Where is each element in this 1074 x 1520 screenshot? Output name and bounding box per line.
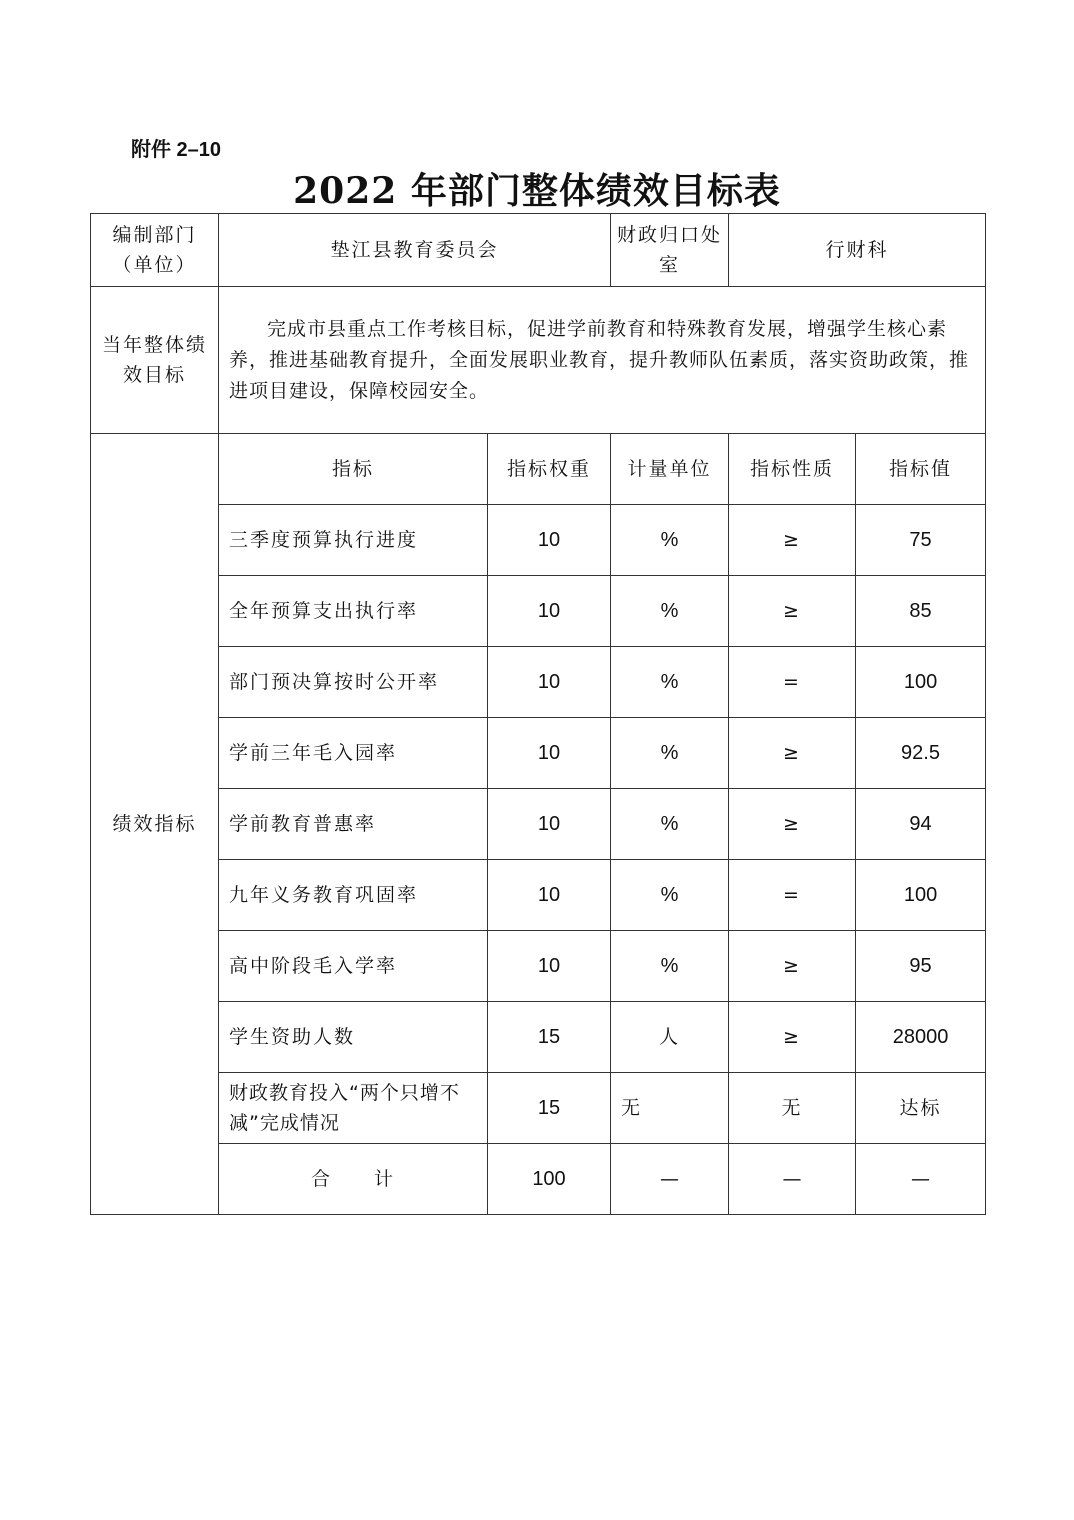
- indicator-unit: %: [611, 647, 729, 718]
- indicator-value: 92.5: [856, 718, 986, 789]
- indicator-weight: 10: [488, 505, 611, 576]
- total-row: [91, 1144, 986, 1215]
- indicator-nature: ≥: [729, 789, 856, 860]
- indicator-name: 财政教育投入“两个只增不减”完成情况: [219, 1073, 488, 1144]
- indicator-nature: =: [729, 647, 856, 718]
- indicator-value: 85: [856, 576, 986, 647]
- indicator-value: 28000: [856, 1002, 986, 1073]
- indicator-nature: ≥: [729, 931, 856, 1002]
- indicator-section-label: 绩效指标: [91, 434, 219, 1215]
- indicator-value: 94: [856, 789, 986, 860]
- indicator-unit: %: [611, 789, 729, 860]
- indicator-unit: 无: [611, 1073, 729, 1144]
- dept-label-cell: 编制部门（单位）: [91, 214, 219, 287]
- indicator-name: 学生资助人数: [219, 1002, 488, 1073]
- indicator-unit: %: [611, 860, 729, 931]
- total-unit: —: [611, 1144, 729, 1215]
- indicator-weight: 10: [488, 647, 611, 718]
- indicator-unit: %: [611, 505, 729, 576]
- goal-text-cell: 完成市县重点工作考核目标，促进学前教育和特殊教育发展，增强学生核心素养，推进基础教育提升，全面发展职业教育，提升教师队伍素质，落实资助政策，推进项目建设，保障校园安全。: [219, 287, 986, 434]
- indicator-nature: ≥: [729, 718, 856, 789]
- column-header: 计量单位: [611, 434, 729, 505]
- column-header: 指标: [219, 434, 488, 505]
- total-weight: 100: [488, 1144, 611, 1215]
- indicator-nature: =: [729, 860, 856, 931]
- indicator-weight: 10: [488, 931, 611, 1002]
- total-value: —: [856, 1144, 986, 1215]
- office-label-cell: 财政归口处室: [611, 214, 729, 287]
- performance-table: [90, 213, 986, 1215]
- office-value-cell: 行财科: [729, 214, 986, 287]
- indicator-name: 九年义务教育巩固率: [219, 860, 488, 931]
- indicator-row: [91, 505, 986, 576]
- indicator-name: 三季度预算执行进度: [219, 505, 488, 576]
- total-nature: —: [729, 1144, 856, 1215]
- indicator-unit: %: [611, 931, 729, 1002]
- indicator-row: [91, 1002, 986, 1073]
- indicator-row: [91, 647, 986, 718]
- indicator-weight: 10: [488, 718, 611, 789]
- indicator-weight: 10: [488, 789, 611, 860]
- indicator-header-row: [91, 434, 986, 505]
- indicator-row: [91, 718, 986, 789]
- indicator-name: 学前教育普惠率: [219, 789, 488, 860]
- indicator-weight: 15: [488, 1073, 611, 1144]
- document-title: 2022 年部门整体绩效目标表: [293, 170, 781, 212]
- total-label: 合 计: [219, 1144, 488, 1215]
- indicator-row: [91, 860, 986, 931]
- indicator-value: 100: [856, 647, 986, 718]
- column-header: 指标权重: [488, 434, 611, 505]
- indicator-nature: ≥: [729, 576, 856, 647]
- indicator-name: 全年预算支出执行率: [219, 576, 488, 647]
- indicator-unit: %: [611, 576, 729, 647]
- indicator-weight: 10: [488, 860, 611, 931]
- indicator-nature: ≥: [729, 1002, 856, 1073]
- indicator-name: 高中阶段毛入学率: [219, 931, 488, 1002]
- indicator-row: [91, 931, 986, 1002]
- attachment-label: 附件 2–10: [131, 139, 222, 161]
- indicator-row: [91, 789, 986, 860]
- indicator-unit: 人: [611, 1002, 729, 1073]
- indicator-value: 75: [856, 505, 986, 576]
- header-row: [91, 214, 986, 287]
- indicator-value: 达标: [856, 1073, 986, 1144]
- indicator-row: [91, 576, 986, 647]
- indicator-unit: %: [611, 718, 729, 789]
- indicator-row: [91, 1073, 986, 1144]
- column-header: 指标性质: [729, 434, 856, 505]
- indicator-value: 100: [856, 860, 986, 931]
- indicator-name: 部门预决算按时公开率: [219, 647, 488, 718]
- goal-row: [91, 287, 986, 434]
- indicator-value: 95: [856, 931, 986, 1002]
- dept-value-cell: 垫江县教育委员会: [219, 214, 611, 287]
- indicator-weight: 10: [488, 576, 611, 647]
- indicator-nature: ≥: [729, 505, 856, 576]
- indicator-name: 学前三年毛入园率: [219, 718, 488, 789]
- column-header: 指标值: [856, 434, 986, 505]
- goal-label-cell: 当年整体绩效目标: [91, 287, 219, 434]
- indicator-nature: 无: [729, 1073, 856, 1144]
- indicator-weight: 15: [488, 1002, 611, 1073]
